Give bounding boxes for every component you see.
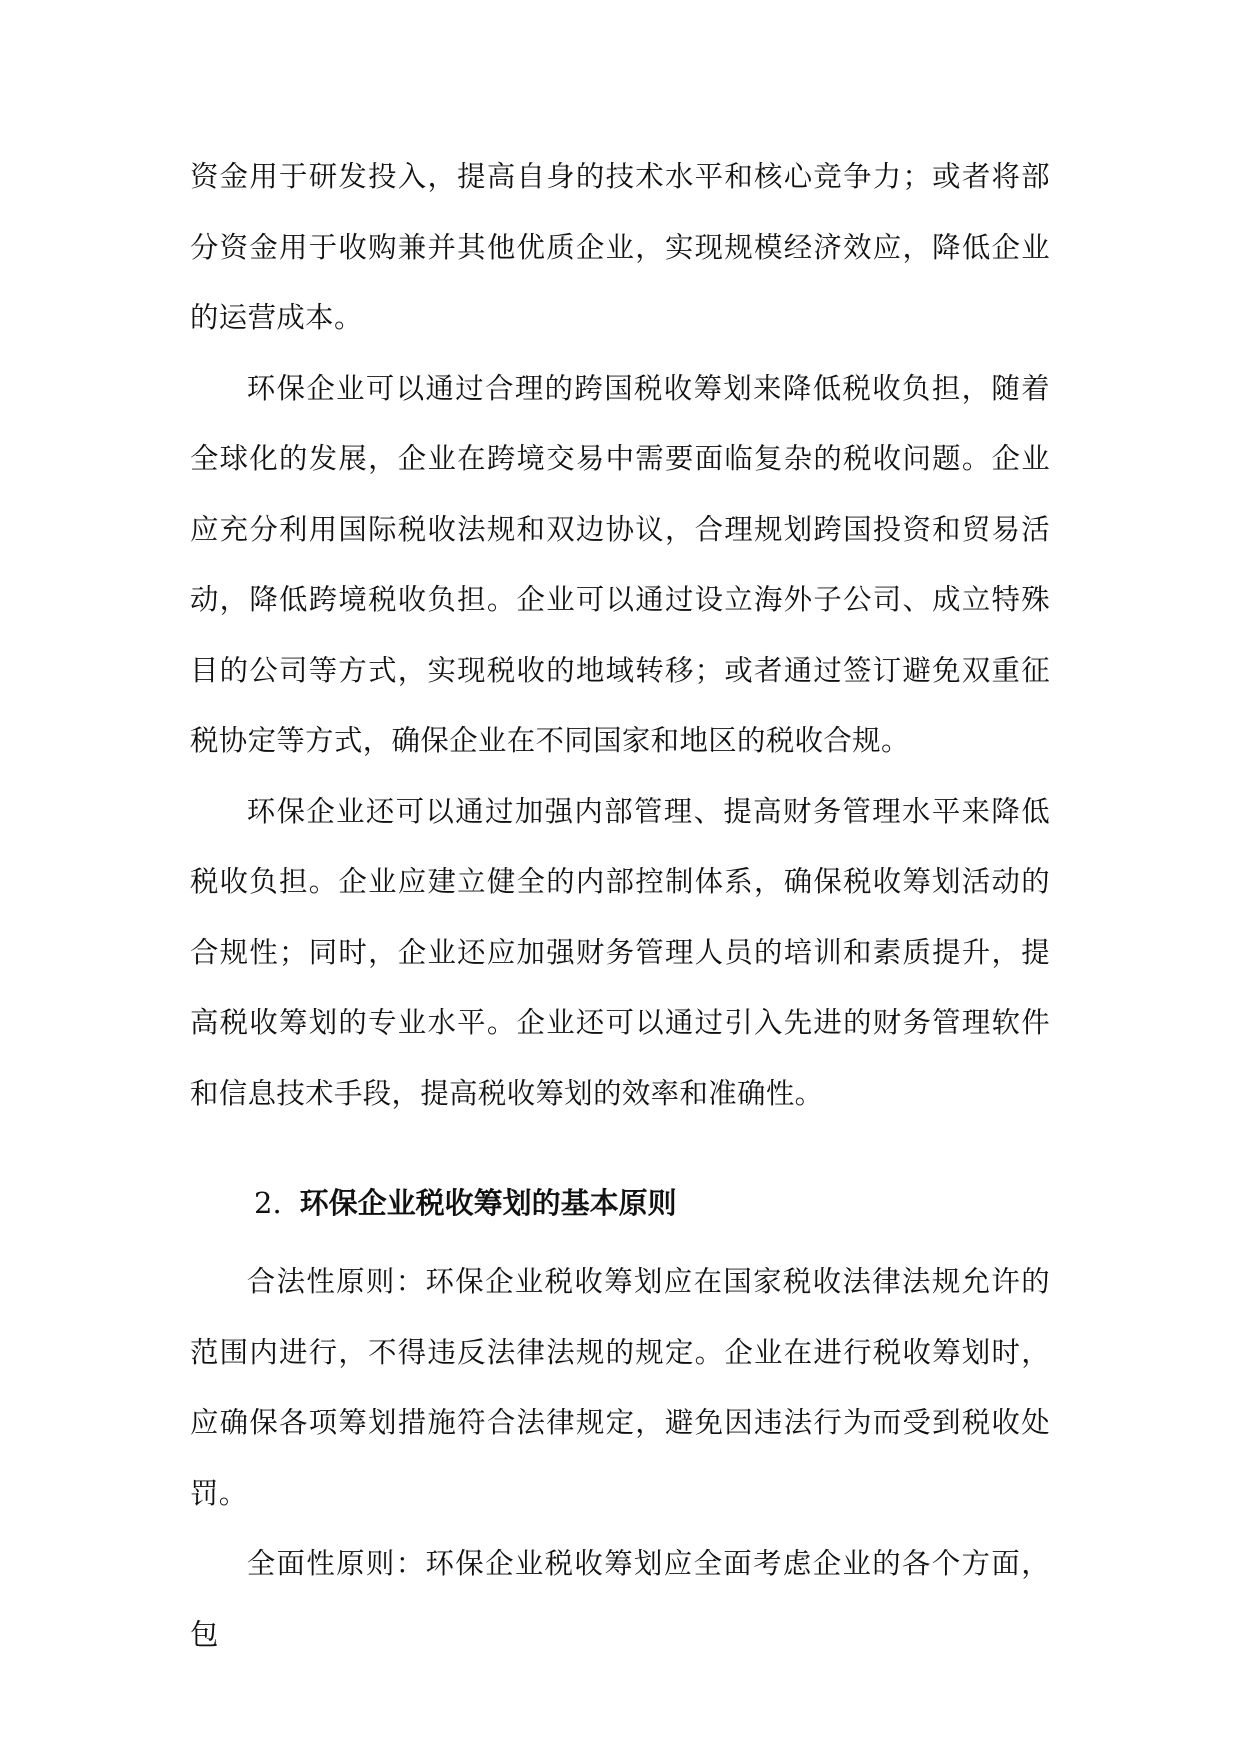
section-title: 环保企业税收筹划的基本原则 [299, 1186, 677, 1220]
paragraph-continuation: 资金用于研发投入，提高自身的技术水平和核心竞争力；或者将部分资金用于收购兼并其他优质企业，实现规模经济效应，降低企业的运营成本。 [190, 160, 1050, 334]
paragraph-internal-management: 环保企业还可以通过加强内部管理、提高财务管理水平来降低税收负担。企业应建立健全的内部控制体系，确保税收筹划活动的合规性；同时，企业还应加强财务管理人员的培训和素质提升，提高税收筹划的专业水平。企业还可以通过引入先进的财务管理软件和信息技术手段，提高税收筹划的效率和准确性。 [190, 794, 1050, 1110]
document-body [190, 142, 1050, 1670]
paragraph-comprehensiveness-principle: 全面性原则：环保企业税收筹划应全面考虑企业的各个方面，包 [190, 1547, 1050, 1651]
section-number: 2. [254, 1186, 282, 1220]
paragraph-legality-principle: 合法性原则：环保企业税收筹划应在国家税收法律法规允许的范围内进行，不得违反法律法规的规定。企业在进行税收筹划时，应确保各项筹划措施符合法律规定，避免因违法行为而受到税收处罚。 [190, 1265, 1050, 1510]
paragraph-cross-border-tax-planning: 环保企业可以通过合理的跨国税收筹划来降低税收负担，随着全球化的发展，企业在跨境交易中需要面临复杂的税收问题。企业应充分利用国际税收法规和双边协议，合理规划跨国投资和贸易活动，降低跨境税收负担。企业可以通过设立海外子公司、成立特殊目的公司等方式，实现税收的地域转移；或者通过签订避免双重征税协定等方式，确保企业在不同国家和地区的税收合规。 [190, 371, 1050, 757]
section-heading [190, 1165, 1050, 1241]
